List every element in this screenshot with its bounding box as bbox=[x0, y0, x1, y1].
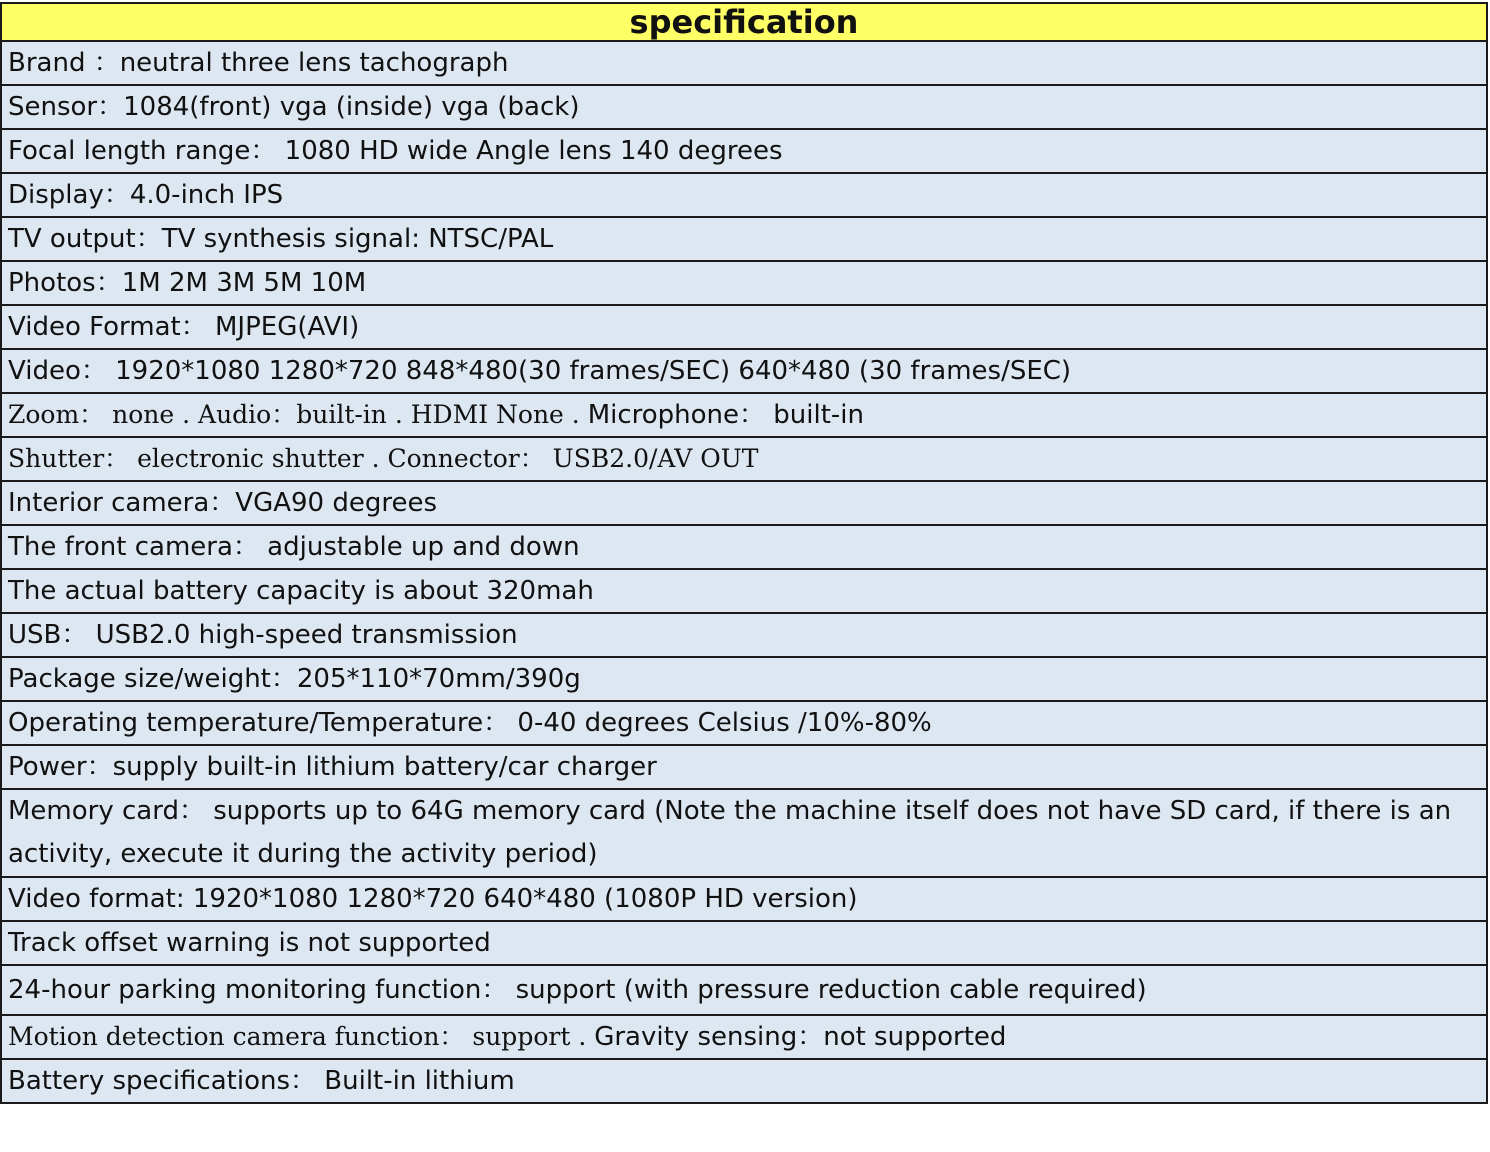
spec-track-offset: Track offset warning is not supported bbox=[1, 921, 1487, 965]
table-row bbox=[1, 921, 1487, 965]
spec-parking-monitoring: 24-hour parking monitoring function： support (with pressure reduction cable required) bbox=[1, 965, 1487, 1015]
table-row bbox=[1, 657, 1487, 701]
table-row bbox=[1, 1015, 1487, 1059]
table-row bbox=[1, 173, 1487, 217]
spec-zoom-audio-hdmi: Zoom： none . Audio：built-in . HDMI None . bbox=[8, 400, 588, 429]
spec-video-resolutions: Video： 1920*1080 1280*720 848*480(30 frames/SEC) 640*480 (30 frames/SEC) bbox=[1, 349, 1487, 393]
table-row bbox=[1, 701, 1487, 745]
table-row bbox=[1, 481, 1487, 525]
table-row bbox=[1, 261, 1487, 305]
spec-power: Power：supply built-in lithium battery/car charger bbox=[1, 745, 1487, 789]
table-row bbox=[1, 569, 1487, 613]
table-row bbox=[1, 41, 1487, 85]
spec-microphone: Microphone： built-in bbox=[587, 400, 865, 430]
spec-package-size: Package size/weight：205*110*70mm/390g bbox=[1, 657, 1487, 701]
header-row bbox=[1, 3, 1487, 41]
table-row bbox=[1, 877, 1487, 921]
spec-battery-capacity: The actual battery capacity is about 320mah bbox=[1, 569, 1487, 613]
spec-video-format-hd: Video format: 1920*1080 1280*720 640*480 (1080P HD version) bbox=[1, 877, 1487, 921]
spec-front-camera: The front camera： adjustable up and down bbox=[1, 525, 1487, 569]
spec-memory-card: Memory card： supports up to 64G memory card (Note the machine itself does not have SD card, if there is an activity, execute it during the activity period) bbox=[1, 789, 1487, 877]
table-title: specification bbox=[1, 3, 1487, 41]
spec-tv-output: TV output：TV synthesis signal: NTSC/PAL bbox=[1, 217, 1487, 261]
table-row bbox=[1, 393, 1487, 437]
spec-focal-length: Focal length range： 1080 HD wide Angle lens 140 degrees bbox=[1, 129, 1487, 173]
spec-gravity-sensing: Gravity sensing：not supported bbox=[594, 1022, 1007, 1052]
spec-video-format-avi: Video Format： MJPEG(AVI) bbox=[1, 305, 1487, 349]
spec-photos: Photos：1M 2M 3M 5M 10M bbox=[1, 261, 1487, 305]
table-row bbox=[1, 1059, 1487, 1103]
table-row bbox=[1, 437, 1487, 481]
spec-brand: Brand ：neutral three lens tachograph bbox=[1, 41, 1487, 85]
specification-table bbox=[0, 2, 1488, 1104]
spec-interior-camera: Interior camera：VGA90 degrees bbox=[1, 481, 1487, 525]
spec-sensor: Sensor：1084(front) vga (inside) vga (back) bbox=[1, 85, 1487, 129]
spec-zoom-audio-hdmi-mic bbox=[1, 393, 1487, 437]
table-row bbox=[1, 965, 1487, 1015]
table-row bbox=[1, 129, 1487, 173]
table-row bbox=[1, 789, 1487, 877]
spec-motion-gravity bbox=[1, 1015, 1487, 1059]
spec-motion-detection: Motion detection camera function： support . bbox=[8, 1022, 595, 1051]
spec-operating-temperature: Operating temperature/Temperature： 0-40 degrees Celsius /10%-80% bbox=[1, 701, 1487, 745]
table-row bbox=[1, 305, 1487, 349]
spec-battery-specifications: Battery specifications： Built-in lithium bbox=[1, 1059, 1487, 1103]
table-row bbox=[1, 745, 1487, 789]
table-row bbox=[1, 613, 1487, 657]
spec-shutter-connector: Shutter： electronic shutter . Connector： USB2.0/AV OUT bbox=[1, 437, 1487, 481]
table-row bbox=[1, 217, 1487, 261]
table-row bbox=[1, 349, 1487, 393]
table-row bbox=[1, 525, 1487, 569]
table-row bbox=[1, 85, 1487, 129]
spec-display: Display：4.0-inch IPS bbox=[1, 173, 1487, 217]
spec-usb: USB： USB2.0 high-speed transmission bbox=[1, 613, 1487, 657]
